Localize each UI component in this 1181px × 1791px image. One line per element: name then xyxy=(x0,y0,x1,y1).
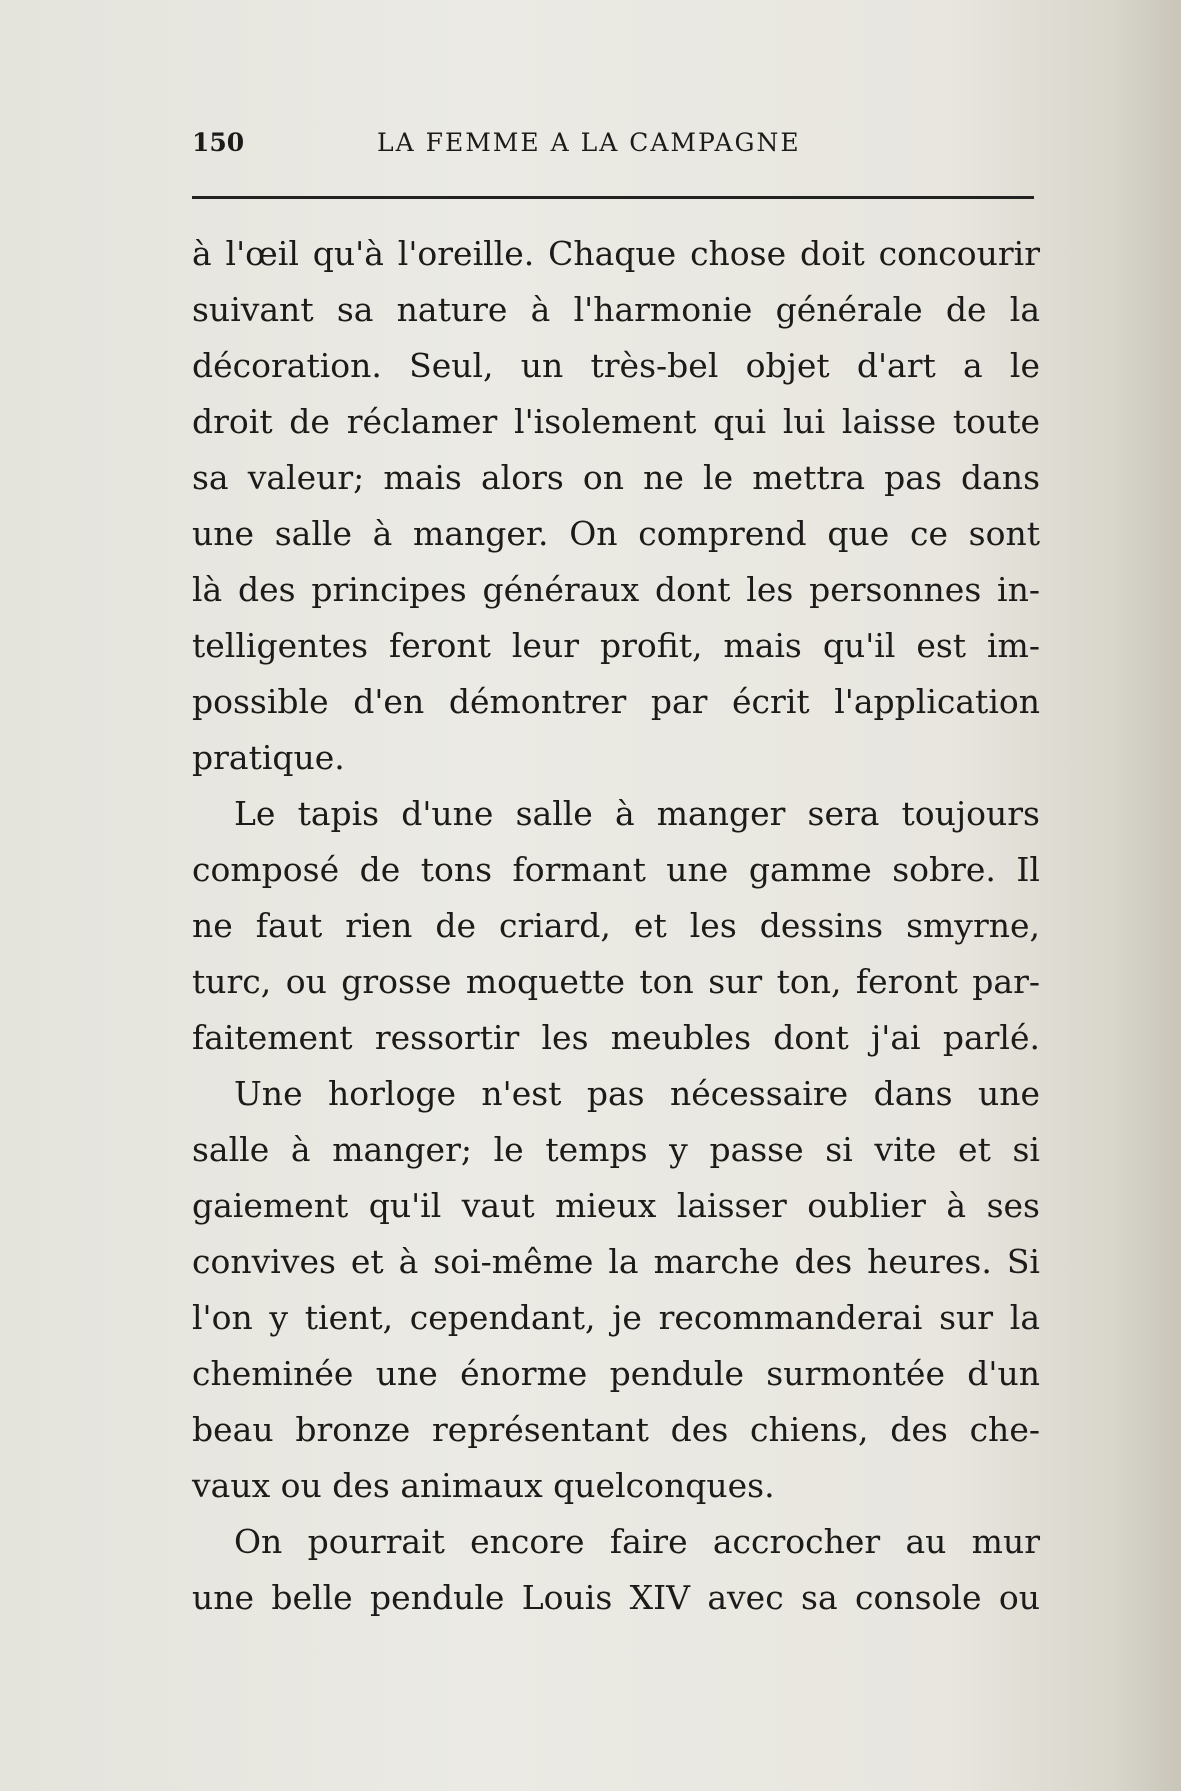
text-line: convives et à soi-même la marche des heures. Si xyxy=(192,1242,1040,1281)
text-line: là des principes généraux dont les personnes in- xyxy=(192,570,1040,609)
text-line: ne faut rien de criard, et les dessins smyrne, xyxy=(192,906,1040,945)
body-text xyxy=(192,226,1040,1626)
page-header xyxy=(192,128,1042,168)
text-line: salle à manger; le temps y passe si vite et si xyxy=(192,1130,1040,1169)
paragraph-start: On pourrait encore faire accrocher au mur xyxy=(234,1522,1040,1561)
text-line: une salle à manger. On comprend que ce sont xyxy=(192,514,1040,553)
paragraph-start: Le tapis d'une salle à manger sera toujours xyxy=(234,794,1040,833)
header-rule xyxy=(192,196,1034,199)
text-line: cheminée une énorme pendule surmontée d'un xyxy=(192,1354,1040,1393)
text-line: sa valeur; mais alors on ne le mettra pas dans xyxy=(192,458,1040,497)
text-line: décoration. Seul, un très-bel objet d'art a le xyxy=(192,346,1040,385)
text-line: l'on y tient, cependant, je recommanderai sur la xyxy=(192,1298,1040,1337)
text-line: gaiement qu'il vaut mieux laisser oublier à ses xyxy=(192,1186,1040,1225)
text-line: pratique. xyxy=(192,738,345,777)
text-line: beau bronze représentant des chiens, des che- xyxy=(192,1410,1040,1449)
text-line: à l'œil qu'à l'oreille. Chaque chose doit concourir xyxy=(192,234,1040,273)
text-line: faitement ressortir les meubles dont j'ai parlé. xyxy=(192,1018,1040,1057)
text-line: telligentes feront leur profit, mais qu'il est im- xyxy=(192,626,1040,665)
text-line: vaux ou des animaux quelconques. xyxy=(192,1466,775,1505)
text-line: droit de réclamer l'isolement qui lui laisse toute xyxy=(192,402,1040,441)
text-line: possible d'en démontrer par écrit l'application xyxy=(192,682,1040,721)
paragraph-start: Une horloge n'est pas nécessaire dans une xyxy=(234,1074,1040,1113)
text-line: turc, ou grosse moquette ton sur ton, feront par- xyxy=(192,962,1040,1001)
text-line: une belle pendule Louis XIV avec sa console ou xyxy=(192,1578,1040,1617)
text-line: composé de tons formant une gamme sobre. Il xyxy=(192,850,1040,889)
text-line: suivant sa nature à l'harmonie générale de la xyxy=(192,290,1040,329)
running-title: LA FEMME A LA CAMPAGNE xyxy=(377,128,801,157)
page-number: 150 xyxy=(192,128,245,157)
